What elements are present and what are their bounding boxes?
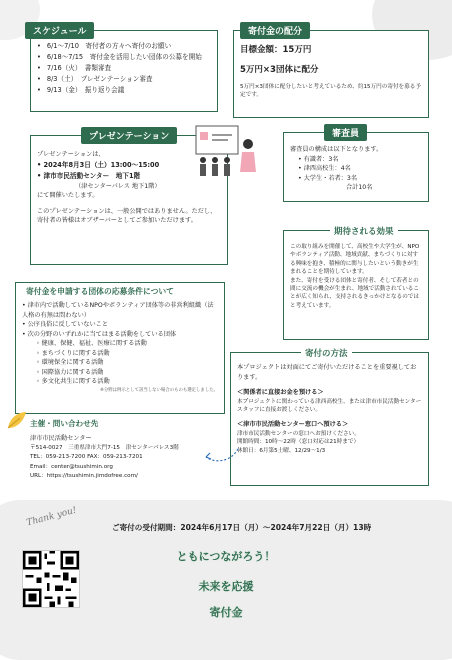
conditions-field: ◦ 環境保全に関する活動 [36, 359, 104, 366]
qr-code-graphic [23, 551, 79, 607]
allocation-box [233, 27, 429, 118]
judges-item: • 有識者：3名 [298, 155, 339, 163]
effect-text-2: また、寄付を受ける団体と寄付者、そして若者との間に交流の機会が生まれ、地域で活動されていることが広く知られ、支持されるきっかけとなるのではと考えています。 [290, 277, 419, 309]
contact-email[interactable]: Email：center@tsushimin.org [30, 463, 113, 470]
conditions-footnote: ※分野は例示として該当しない場合のものも選定しました。 [100, 387, 218, 393]
presentation-intro: プレゼンテーションは、 [37, 151, 105, 158]
allocation-split: 5万円×3団体に配分 [240, 65, 319, 75]
thanks-text: Thank you! [25, 505, 78, 529]
contact-title: 主催・問い合わせ先 [30, 419, 99, 428]
conditions-title: 寄付金を申請する団体の応募条件について [26, 287, 174, 296]
conditions-field: ◦ 国際協力に関する活動 [36, 368, 104, 376]
slogan-line-2: 未来を応援 [198, 580, 254, 593]
presentation-place: • 津市市民活動センター 地下1階 [37, 171, 141, 180]
allocation-note: 5万円×3団体に配分したいと考えているため、約15万円の寄付を募る予定です。 [240, 84, 421, 98]
presentation-illustration [190, 120, 260, 190]
conditions-field: ◦ 多文化共生に関する活動 [36, 378, 110, 385]
method-heading-1: ＜関係者に直接お金を預ける＞ [237, 389, 324, 396]
contact-org: 津市市民活動センター [30, 435, 92, 442]
conditions-box [15, 282, 225, 414]
presentation-date: • 2024年8月3日（土）13:00～15:00 [37, 160, 160, 169]
arrow-icon [200, 445, 240, 465]
effect-title: 期待される効果 [330, 225, 398, 237]
method-text-1: 本プロジェクトに関わっている津西高校生、または津市市民活動センタースタッフに直接お渡しください。 [237, 398, 422, 413]
judges-intro: 審査員の構成は以下となります。 [290, 146, 383, 153]
conditions-item: • 公序良俗に反していないこと [22, 321, 109, 328]
allocation-title: 寄付金の配分 [240, 22, 310, 39]
presentation-title: プレゼンテーション [81, 127, 177, 144]
schedule-item: • 7/16（火） 書類審査 [37, 63, 217, 74]
method-intro: 本プロジェクトは対面にてご寄付いただけることを重要視しております。 [237, 364, 417, 381]
method-title: 寄付の方法 [301, 347, 352, 359]
method-closed: 休館日：6月第5土曜、12/29～1/3 [237, 447, 326, 454]
judges-box [283, 129, 429, 202]
judges-title: 審査員 [324, 124, 367, 141]
presentation-note: このプレゼンテーションは、一般公開ではありません。ただし、寄付者の皆様はオブザーバーとしてご参加いただけます。 [37, 207, 217, 224]
contact-address: 〒514-0027 三重県津市大門7-15 津センターパレス3階 [30, 444, 179, 451]
conditions-item: • 次の分野のいずれかに当てはまる活動をしている団体 [22, 330, 177, 338]
qr-code-icon[interactable] [22, 550, 80, 608]
schedule-box [30, 27, 218, 112]
effect-box [283, 227, 429, 340]
conditions-list [22, 301, 218, 339]
schedule-item: • 8/3（土） プレゼンテーション審査 [37, 74, 217, 85]
slogan-line-3: 寄付金 [209, 606, 243, 619]
conditions-fields [22, 339, 218, 387]
presentation-held: にて開催いたします。 [37, 192, 99, 199]
method-box [230, 349, 429, 486]
conditions-field: ◦ 健康、保健、福祉、医療に関する活動 [36, 340, 147, 347]
schedule-item: • 9/13（金） 振り返り会議 [37, 85, 217, 96]
judges-total: 合計10名 [346, 184, 373, 191]
method-text-2: 津市市民活動センターの窓口へお預けください。 [237, 430, 360, 437]
effect-text-1: この取り組みを開催して、高校生や大学生が、NPOやボランティア活動、地域貢献、まちづくりに対する興味を抱き、積極的に関与したいという動きが生まれることを期待しています。 [290, 244, 420, 276]
presentation-place-sub: （津センターパレス 地下1階） [75, 182, 161, 190]
schedule-title: スケジュール [25, 22, 94, 39]
method-hours: 開館時間：10時～22時（窓口対応は21時まで） [237, 439, 360, 446]
presenter-board-icon [190, 120, 260, 190]
schedule-list [31, 31, 217, 96]
leaf-decor-icon [4, 408, 30, 434]
schedule-item: • 6/18～7/15 寄付金を活用したい団体の公募を開始 [37, 52, 217, 63]
judges-list [290, 155, 422, 184]
contact-tel: TEL：059-213-7200 FAX：059-213-7201 [30, 454, 143, 460]
period-text: ご寄付の受付期間：2024年6月17日（月）～2024年7月22日（月）13時 [112, 523, 372, 532]
judges-item: • 大学生・若者：3名 [298, 174, 358, 182]
conditions-field: ◦ まちづくりに関する活動 [36, 349, 110, 357]
conditions-item: • 津市内で活動しているNPOやボランティア団体等の非営利組織（法人格の有無は問わない） [22, 302, 214, 319]
schedule-item: • 6/1～7/10 寄付者の方々へ寄付のお願い [37, 41, 217, 52]
allocation-target: 目標金額：15万円 [240, 45, 312, 55]
slogan-line-1: ともにつながろう！ [176, 550, 276, 563]
method-heading-2: ＜津市市民活動センター窓口へ預ける＞ [237, 421, 349, 429]
judges-item: • 津西高校生：4名 [298, 165, 351, 172]
contact-url[interactable]: URL：https://tsushimin.jimdofree.com/ [30, 473, 138, 479]
